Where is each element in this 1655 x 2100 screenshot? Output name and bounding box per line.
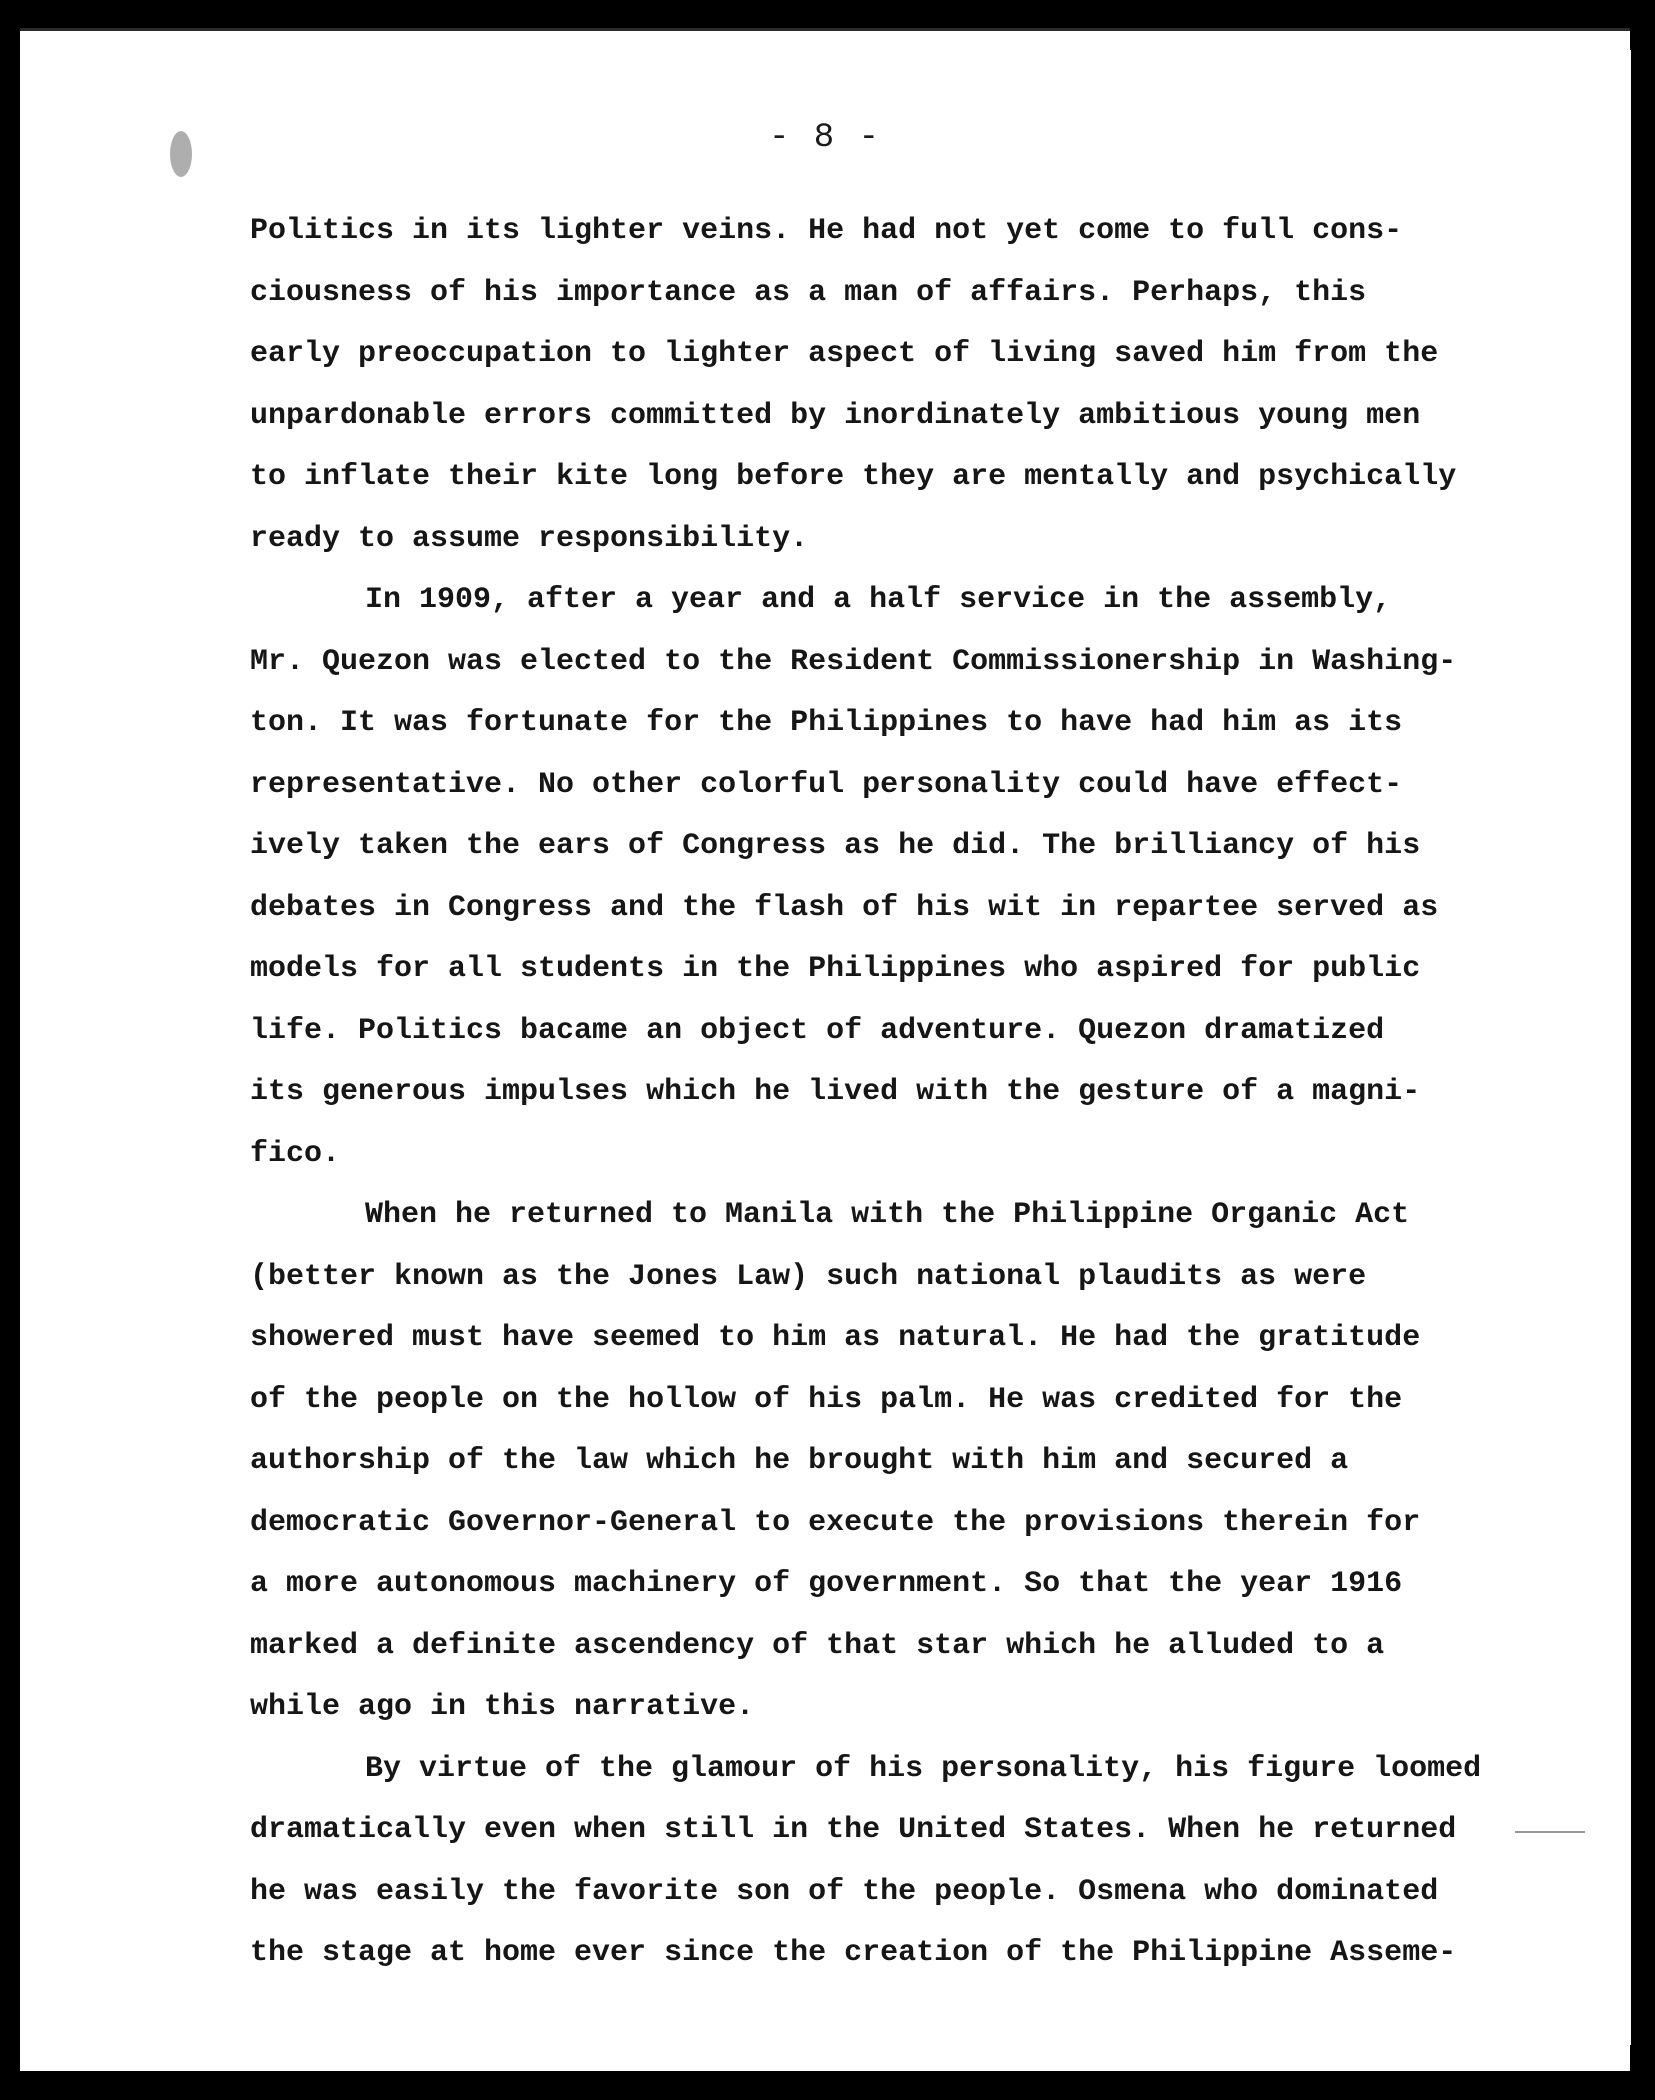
- body-text: [250, 201, 1550, 1985]
- text-line: life. Politics bacame an object of adventure. Quezon dramatized: [250, 1013, 1385, 1048]
- text-line: When he returned to Manila with the Philippine Organic Act: [365, 1198, 1410, 1232]
- text-line: of the people on the hollow of his palm. He was credited for the: [250, 1382, 1403, 1417]
- text-line: ton. It was fortunate for the Philippines to have had him as its: [250, 706, 1403, 740]
- text-line: dramatically even when still in the United States. When he returned: [250, 1813, 1457, 1847]
- text-line: ively taken the ears of Congress as he did. The brilliancy of his: [250, 829, 1421, 863]
- text-line: its generous impulses which he lived with the gesture of a magni-: [250, 1075, 1421, 1109]
- text-line: In 1909, after a year and a half service in the assembly,: [365, 583, 1392, 617]
- text-line: showered must have seemed to him as natural. He had the gratitude: [250, 1321, 1421, 1355]
- text-line: models for all students in the Philippines who aspired for public: [250, 952, 1421, 986]
- text-line: By virtue of the glamour of his personality, his figure loomed: [365, 1751, 1482, 1786]
- text-line: authorship of the law which he brought with him and secured a: [250, 1444, 1349, 1478]
- text-line: a more autonomous machinery of government. So that the year 1916: [250, 1567, 1403, 1601]
- text-line: Politics in its lighter veins. He had not yet come to full cons-: [250, 214, 1403, 248]
- text-line: unpardonable errors committed by inordinately ambitious young men: [250, 398, 1421, 433]
- text-line: marked a definite ascendency of that star which he alluded to a: [250, 1628, 1385, 1663]
- typewritten-page: [20, 28, 1630, 2071]
- text-line: (better known as the Jones Law) such national plaudits as were: [250, 1259, 1367, 1294]
- text-line: he was easily the favorite son of the people. Osmena who dominated: [250, 1874, 1439, 1909]
- page-number: - 8 -: [768, 119, 882, 157]
- text-line: representative. No other colorful personality could have effect-: [250, 767, 1403, 802]
- text-line: democratic Governor-General to execute the provisions therein for: [250, 1505, 1421, 1540]
- text-line: early preoccupation to lighter aspect of living saved him from the: [250, 337, 1439, 371]
- text-line: fico.: [250, 1136, 341, 1171]
- text-line: Mr. Quezon was elected to the Resident Commissionership in Washing-: [250, 644, 1457, 679]
- text-line: the stage at home ever since the creation of the Philippine Asseme-: [250, 1936, 1457, 1970]
- text-line: while ago in this narrative.: [250, 1690, 755, 1724]
- text-line: to inflate their kite long before they are mentally and psychically: [250, 460, 1457, 494]
- text-line: ready to assume responsibility.: [250, 521, 809, 556]
- text-line: ciousness of his importance as a man of affairs. Perhaps, this: [250, 275, 1367, 310]
- text-line: debates in Congress and the flash of his wit in repartee served as: [250, 890, 1439, 925]
